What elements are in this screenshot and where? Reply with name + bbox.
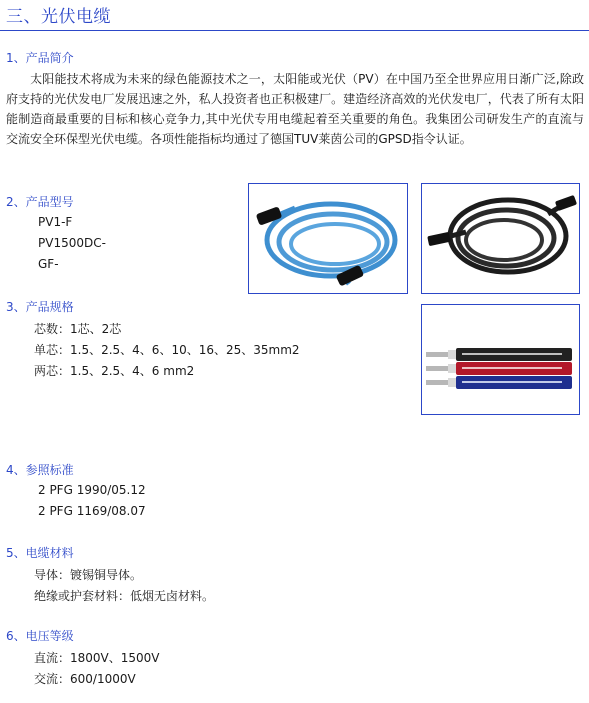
title-divider	[0, 30, 589, 31]
spec-item: 单芯：1.5、2.5、4、6、10、16、25、35mm2	[34, 343, 300, 357]
material-item: 绝缘或护套材料：低烟无卤材料。	[34, 589, 215, 603]
tri-color-cable-image	[422, 305, 579, 414]
section-heading-standards: 4、参照标准	[6, 463, 74, 477]
model-item: PV1500DC-	[38, 236, 106, 250]
model-item: GF-	[38, 257, 59, 271]
black-cable-image	[422, 184, 579, 293]
section-heading-intro: 1、产品简介	[6, 51, 74, 65]
section-heading-voltage: 6、电压等级	[6, 629, 74, 643]
black-cable-photo	[421, 183, 580, 294]
blue-cable-photo	[248, 183, 408, 294]
standard-item: 2 PFG 1990/05.12	[38, 483, 146, 497]
voltage-item: 交流：600/1000V	[34, 672, 136, 686]
section-heading-materials: 5、电缆材料	[6, 546, 74, 560]
voltage-item: 直流：1800V、1500V	[34, 651, 160, 665]
standard-item: 2 PFG 1169/08.07	[38, 504, 146, 518]
intro-paragraph	[6, 69, 584, 149]
material-item: 导体：镀锡铜导体。	[34, 568, 143, 582]
spec-item: 芯数：1芯、2芯	[34, 322, 122, 336]
tri-color-cable-photo	[421, 304, 580, 415]
section-heading-specs: 3、产品规格	[6, 300, 74, 314]
model-item: PV1-F	[38, 215, 73, 229]
intro-text: 太阳能技术将成为未来的绿色能源技术之一，太阳能或光伏（PV）在中国乃至全世界应用日渐广泛,除政府支持的光伏发电厂发展迅速之外，私人投资者也正积极建厂。建造经济高效的光伏发电厂，代表了所有太阳能制造商最重要的目标和核心竞争力,其中光伏专用电缆起着至关重要的角色。我集团公司研发生产的直流与交流安全环保型光伏电缆。各项性能指标均通过了德国TUV莱茵公司的GPSD指令认证。	[6, 72, 584, 146]
spec-item: 两芯：1.5、2.5、4、6 mm2	[34, 364, 195, 378]
blue-cable-image	[249, 184, 407, 293]
page-title: 三、光伏电缆	[6, 7, 111, 27]
section-heading-models: 2、产品型号	[6, 195, 74, 209]
